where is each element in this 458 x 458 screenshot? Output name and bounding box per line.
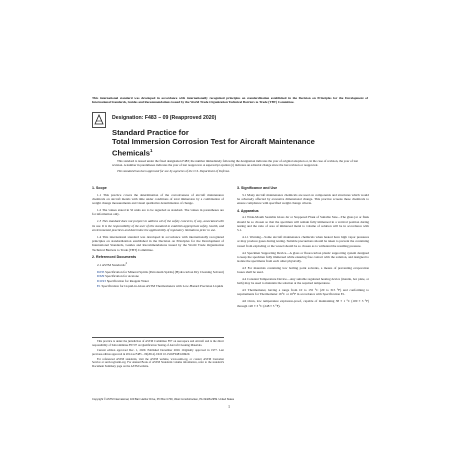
apparatus-paragraph: 4.6 Oven, low temperature explosion-proof, capable of maintaining 38 ± 1 °C (100 ± 3 °F) through 120 ± 3 °C (248 ± 5 °F). — [237, 299, 369, 308]
title-line: Chemicals$^1$ — [112, 148, 153, 158]
apparatus-paragraph: 4.1.1 Warning—Some aircraft maintenance chemicals when heated have high vapor pressures or may produce gases during testing. Suitable precautions should be taken to prevent the containing vessel from exploding or the vessel should be so chosen as to withstand the resulting pressure. — [237, 235, 369, 248]
document-title — [112, 128, 362, 158]
scope-paragraph: 1.1 This practice covers the determination of the corrosiveness of aircraft maintenance chemicals on aircraft metals with time under conditions of total immersion by a combination of weight change measurements and visual qualitative determination of change. — [92, 192, 224, 206]
reference-item[interactable]: D329 Specification for Acetone — [97, 274, 139, 279]
apparatus-paragraph: 4.5 Thermometer, having a range from 10 to 155 °C (20 to 315 °F) and conforming to requirements for Thermometer 16°C or 16°F in accordance with Specification E1. — [237, 288, 369, 297]
scope-paragraph: 1.3 This standard does not purport to address all of the safety concerns, if any, associated with its use. It is the responsibility of the user of this standard to establish appropriate safety, health, and environmental practices and determine the applicability of regulatory limitations prior to use. — [92, 219, 224, 232]
referenced-docs-heading: 2. Referenced Documents — [92, 254, 137, 259]
apparatus-paragraph: 4.4 Constant Temperature Device—Any suitable regulated heating device (mantle, hot plate, or bath) may be used to maintain the solution at the required temperature. — [237, 277, 369, 286]
designation-note: This standard is issued under the fixed designation F483; the number immediately following the designation indicates the year of original adoption or, in the case of revision, the year of last revision. A number in parentheses indicates the year of last reapproval. A superscript epsilon (ε) indicates an editorial change since the last revision or reapproval. — [112, 159, 358, 167]
scope-paragraph: 1.2 The values stated in SI units are to be regarded as standard. The values in parentheses are for information only. — [92, 208, 224, 217]
page-number: 1 — [228, 405, 230, 409]
refs-intro: 2.1 ASTM Standards:$^2$ — [97, 261, 128, 267]
footnote: Current edition approved Dec. 1, 2020. Published December 2020. Originally approved in 1977. Last previous edition approved in 2014 as F483 – 09(2014). DOI: 10.1520/F0483-09R20. — [92, 347, 224, 356]
astm-logo-icon — [92, 112, 106, 128]
apparatus-heading: 4. Apparatus — [237, 208, 259, 213]
scope-heading: 1. Scope — [92, 186, 107, 190]
right-column — [237, 186, 369, 310]
apparatus-paragraph: 4.3 For materials containing low boiling point solvents, a means of preventing evaporation losses shall be used. — [237, 265, 369, 275]
footnotes — [92, 337, 224, 370]
standard-notes — [112, 159, 358, 173]
wto-notice: This international standard was developed in accordance with internationally recognized principles on standardization established in the Decision on Principles for the Development of International Standards, Guides and Recommendations issued by the World Trade Organization Technical Barriers to Trade (TBT) Committee. — [92, 96, 368, 105]
designation: Designation: F483 − 09 (Reapproved 2020) — [112, 115, 217, 121]
copyright-line: Copyright © ASTM International, 100 Barr Harbor Drive, PO Box C700, West Conshohocken, PA 19428-2959. United States — [92, 398, 235, 401]
reference-item[interactable]: D235 Specification for Mineral Spirits (Petroleum Spirits) (Hydrocarbon Dry Cleaning Solvent) — [97, 269, 224, 274]
title-line: Total Immersion Corrosion Test for Aircraft Maintenance — [112, 137, 315, 146]
significance-paragraph: 3.1 Many aircraft maintenance chemicals are used on components and structures which would be adversely affected by excessive dimensional change. This practice screens these chemicals to ensure compliance with specified weight change criteria. — [237, 192, 369, 206]
footnote: This practice is under the jurisdiction of ASTM Committee F07 on Aerospace and Aircraft and is the direct responsibility of Subcommittee F07.07 on Qualification Testing of Aircraft Cleaning Materials. — [92, 339, 224, 347]
footnote: For referenced ASTM standards, visit the ASTM website, www.astm.org, or contact ASTM Customer Service at service@astm.org. For Annual Book of ASTM Standards volume information, refer to the standard's Document Summary page on the ASTM website. — [92, 356, 224, 368]
dod-note: This standard has been approved for use by agencies of the U.S. Department of Defense. — [117, 168, 230, 173]
title-line: Standard Practice for — [112, 128, 189, 137]
scope-paragraph: 1.4 This international standard was developed in accordance with internationally recognized principles on standardization established in the Decision on Principles for the Development of International Standards, Guides and Recommendations issued by the World Trade Organization Technical Barriers to Trade (TBT) Committee. — [92, 234, 224, 252]
reference-item[interactable]: D1193 Specification for Reagent Water — [97, 279, 149, 284]
apparatus-paragraph: 4.1 Wide-Mouth Sealable Glass Jar or Stoppered Flask of Suitable Size—The glass jar or flask should be so chosen so that the specimen will remain fully immersed in a vertical position during testing and the ratio of area of immersed metal to volume of solution will be in accordance with 5.1. — [237, 215, 369, 233]
apparatus-paragraph: 4.2 Specimen Supporting Device—A glass or fluorocarbon plastic supporting system designed to keep the specimen fully immersed while ensuring free contact with the solution, and designed to isolate the specimens from each other physically. — [237, 250, 369, 264]
left-column — [92, 186, 224, 289]
reference-item[interactable]: E1 Specification for Liquid-in-Glass ASTM Thermometers with Low-Hazard Precision Liquids — [97, 284, 224, 289]
significance-heading: 3. Significance and Use — [237, 186, 278, 190]
